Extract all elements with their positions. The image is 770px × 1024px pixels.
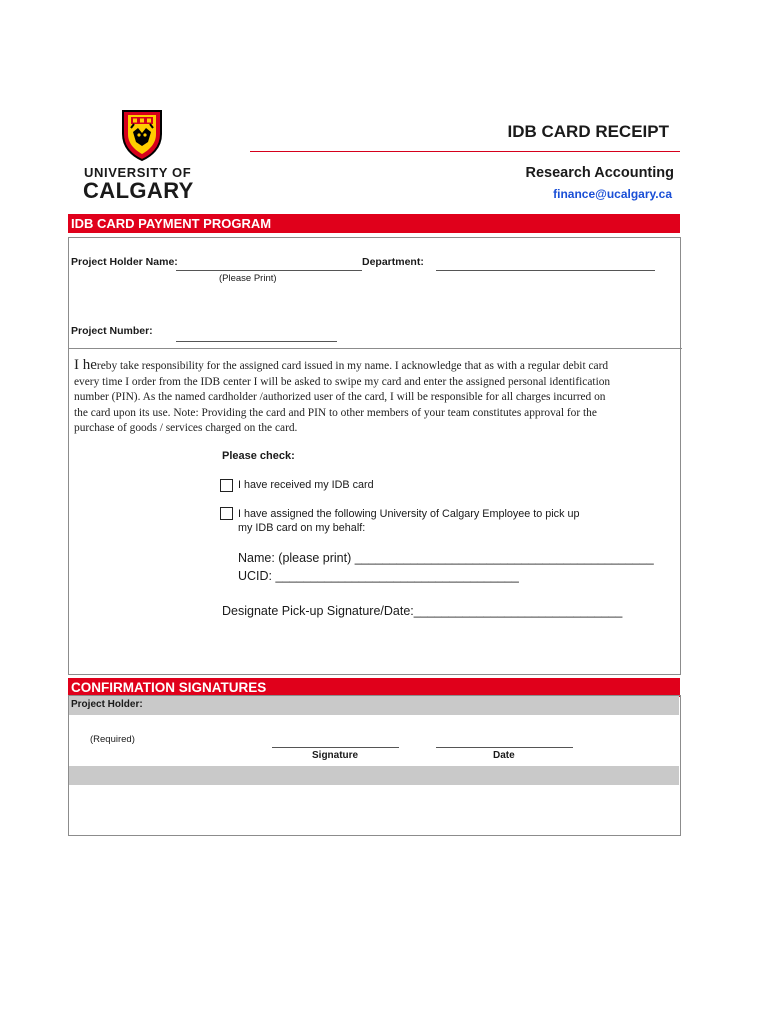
statement-line: I hereby take responsibility for the assigned card issued in my name. I acknowledge that as with a regular debit card [74,357,609,373]
assigned-employee-label [238,508,579,535]
project-number-label: Project Number: [71,325,153,337]
statement-line: every time I order from the IDB center I will be asked to swipe my card and enter the assigned personal identification [74,375,611,388]
please-print-note: (Please Print) [219,273,277,284]
statement-line: the card upon its use. Note: Providing the card and PIN to other members of your team constitutes approval for the [74,406,597,419]
designate-signature-field[interactable]: Designate Pick-up Signature/Date:______________________________ [222,604,623,618]
required-note: (Required) [90,734,135,745]
logo-line1: UNIVERSITY OF [84,165,192,180]
please-check-label: Please check: [222,450,295,462]
assigned-employee-checkbox[interactable] [220,507,233,520]
payment-program-heading: IDB CARD PAYMENT PROGRAM [68,214,680,233]
assigned-employee-line1: I have assigned the following University of Calgary Employee to pick up [238,508,580,520]
signature-label: Signature [312,750,359,761]
department-field[interactable] [436,270,655,271]
department-label: Department: [362,256,424,268]
assigned-employee-line2: my IDB card on my behalf: [238,521,366,534]
header-divider [250,151,680,152]
logo-line2: CALGARY [83,178,194,203]
date-label: Date [493,750,515,761]
employee-ucid-field[interactable]: UCID: ___________________________________ [238,569,519,583]
statement-line: purchase of goods / services charged on the card. [74,422,298,435]
project-holder-name-label: Project Holder Name: [71,256,178,268]
confirmation-signatures-heading: CONFIRMATION SIGNATURES [68,678,680,697]
project-holder-label: Project Holder: [71,699,143,710]
project-holder-bar [69,696,679,715]
received-card-label: I have received my IDB card [238,479,374,491]
received-card-checkbox[interactable] [220,479,233,492]
section-divider [69,348,682,349]
statement-line: number (PIN). As the named cardholder /authorized user of the card, I will be responsible for all charges incurred on [74,391,606,404]
signature-line[interactable] [272,747,399,748]
project-holder-name-field[interactable] [176,270,362,271]
project-number-field[interactable] [176,341,337,342]
university-crest-icon [120,108,164,162]
employee-name-field[interactable]: Name: (please print) ___________________________________________ [238,551,654,565]
confirmation-grey-bar [69,766,679,785]
document-title: IDB CARD RECEIPT [507,122,669,141]
responsibility-statement [74,358,674,437]
date-line[interactable] [436,747,573,748]
contact-email-link[interactable]: finance@ucalgary.ca [553,187,672,201]
department-name: Research Accounting [525,165,674,181]
university-logo [83,108,204,203]
